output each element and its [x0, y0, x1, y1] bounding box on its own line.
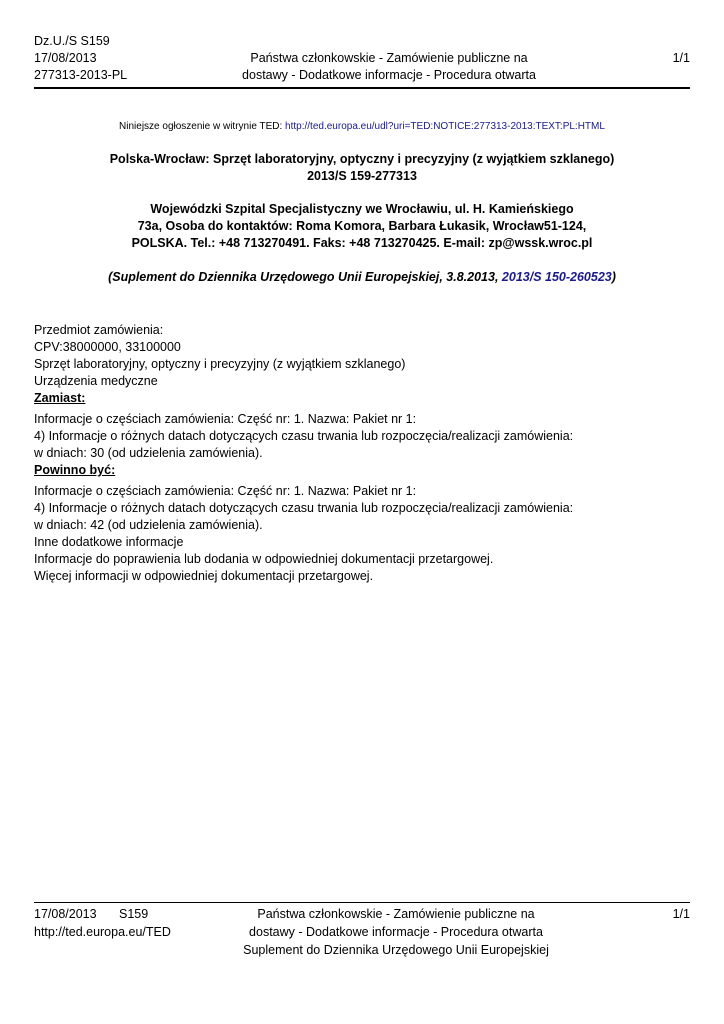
cpv-codes: CPV:38000000, 33100000	[34, 340, 181, 354]
supplement-link[interactable]: 2013/S 150-260523	[501, 270, 612, 284]
footer-line3: Suplement do Dziennika Urzędowego Unii Europejskiej	[243, 943, 549, 957]
other-info-line-2: Więcej informacji w odpowiedniej dokumentacji przetargowej.	[34, 569, 374, 583]
footer-center	[204, 905, 588, 959]
supplement-reference	[34, 270, 690, 284]
header-title	[224, 50, 554, 84]
other-info-line-1: Informacje do poprawienia lub dodania w odpowiedniej dokumentacji przetargowej.	[34, 552, 494, 566]
footer-line1: Państwa członkowskie - Zamówienie publiczne na	[257, 907, 535, 921]
notice-number: 277313-2013-PL	[34, 68, 128, 82]
supplement-close: )	[611, 270, 616, 284]
should-line-3: w dniach: 42 (od udzielenia zamówienia).	[34, 518, 263, 532]
cpv-description-1: Sprzęt laboratoryjny, optyczny i precyzyjny (z wyjątkiem szklanego)	[34, 357, 406, 371]
cpv-description-2: Urządzenia medyczne	[34, 374, 158, 388]
footer-line2: dostawy - Dodatkowe informacje - Procedura otwarta	[249, 925, 543, 939]
footer-series: S159	[119, 907, 149, 921]
supplement-text: (Suplement do Dziennika Urzędowego Unii Europejskiej, 3.8.2013,	[108, 270, 502, 284]
instead-line-2: 4) Informacje o różnych datach dotyczących czasu trwania lub rozpoczęcia/realizacji zamówienia:	[34, 429, 574, 443]
instead-line-1: Informacje o częściach zamówienia: Część nr: 1. Nazwa: Pakiet nr 1:	[34, 412, 417, 426]
doc-id: Dz.U./S S159	[34, 34, 110, 48]
ted-notice-link[interactable]: http://ted.europa.eu/udl?uri=TED:NOTICE:277313-2013:TEXT:PL:HTML	[285, 121, 605, 132]
subject-label: Przedmiot zamówienia:	[34, 323, 164, 337]
other-info-label: Inne dodatkowe informacje	[34, 535, 184, 549]
header-left	[34, 33, 127, 84]
footer-date: 17/08/2013	[34, 907, 97, 921]
org-line3: POLSKA. Tel.: +48 713270491. Faks: +48 713270425. E-mail: zp@wssk.wroc.pl	[131, 236, 593, 250]
should-be-heading: Powinno być:	[34, 463, 116, 477]
header-date: 17/08/2013	[34, 51, 97, 65]
header-page-number: 1/1	[672, 51, 690, 65]
instead-heading: Zamiast:	[34, 391, 86, 405]
page-footer	[34, 902, 690, 963]
should-line-1: Informacje o częściach zamówienia: Część nr: 1. Nazwa: Pakiet nr 1:	[34, 484, 417, 498]
header-title-line2: dostawy - Dodatkowe informacje - Procedura otwarta	[242, 68, 536, 82]
instead-line-3: w dniach: 30 (od udzielenia zamówienia).	[34, 446, 263, 460]
notice-title	[34, 151, 690, 185]
page-header	[34, 33, 690, 89]
footer-page-number: 1/1	[672, 907, 690, 921]
notice-reference: 2013/S 159-277313	[307, 169, 417, 183]
footer-left	[34, 905, 171, 941]
notice-body	[34, 322, 690, 585]
header-title-line1: Państwa członkowskie - Zamówienie publiczne na	[250, 51, 528, 65]
ted-notice	[34, 121, 690, 132]
footer-site: http://ted.europa.eu/TED	[34, 925, 171, 939]
contracting-authority	[110, 201, 614, 252]
should-line-2: 4) Informacje o różnych datach dotyczących czasu trwania lub rozpoczęcia/realizacji zamówienia:	[34, 501, 574, 515]
notice-prefix: Niniejsze ogłoszenie w witrynie TED:	[119, 121, 286, 132]
org-line1: Wojewódzki Szpital Specjalistyczny we Wrocławiu, ul. H. Kamieńskiego	[150, 202, 574, 216]
org-line2: 73a, Osoba do kontaktów: Roma Komora, Barbara Łukasik, Wrocław51-124,	[137, 219, 587, 233]
notice-title-line1: Polska-Wrocław: Sprzęt laboratoryjny, optyczny i precyzyjny (z wyjątkiem szklanego)	[109, 152, 615, 166]
